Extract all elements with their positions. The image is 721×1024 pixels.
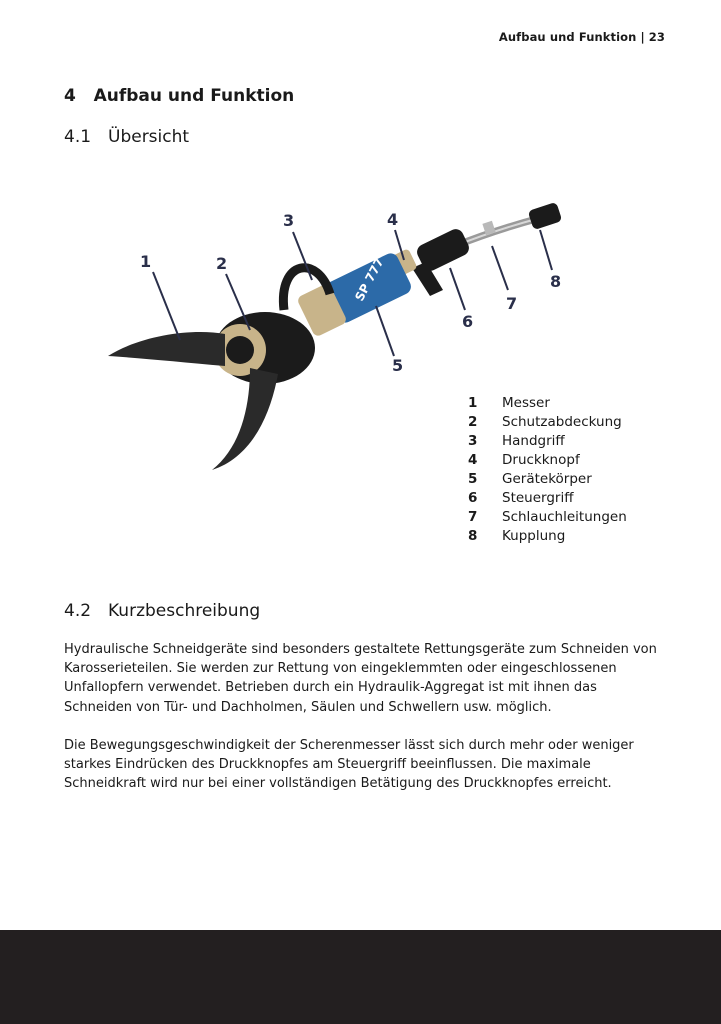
- legend-item: [468, 432, 627, 451]
- product-label: SP 777: [352, 255, 387, 304]
- legend-number: 5: [468, 471, 478, 487]
- legend-label: Schutzabdeckung: [502, 414, 622, 430]
- parts-legend: [468, 394, 627, 546]
- legend-number: 2: [468, 414, 478, 430]
- chapter-heading: [64, 86, 294, 106]
- header-separator: |: [640, 30, 645, 44]
- legend-number: 6: [468, 490, 478, 506]
- legend-number: 4: [468, 452, 478, 468]
- legend-label: Druckknopf: [502, 452, 580, 468]
- legend-item: [468, 394, 627, 413]
- legend-number: 7: [468, 509, 478, 525]
- legend-item: [468, 508, 627, 527]
- callout-7: 7: [506, 294, 518, 313]
- body-paragraph: Hydraulische Schneidgeräte sind besonders gestaltete Rettungsgeräte zum Schneiden von Karosserieteilen. Sie werden zur Rettung von eingeklemmten oder eingeschlossenen Unfallopfern verwendet. Betrieben durch ein Hydraulik-Aggregat ist mit ihnen das Schneiden von Tür- und Dachholmen, Säulen und Schwellern usw. möglich.: [64, 642, 657, 715]
- section-heading-short-description: [64, 601, 260, 621]
- callout-5: 5: [392, 356, 404, 375]
- callout-1: 1: [140, 252, 152, 271]
- running-header: [499, 30, 665, 44]
- legend-label: Schlauchleitungen: [502, 509, 627, 525]
- legend-label: Steuergriff: [502, 490, 574, 506]
- body-paragraph: Die Bewegungsgeschwindigkeit der Scherenmesser lässt sich durch mehr oder weniger starkes Eindrücken des Druckknopfes am Steuergriff beeinflussen. Die maximale Schneidkraft wird nur bei einer vollständigen Betätigung des Druckknopfes erreicht.: [64, 738, 634, 792]
- header-section-title: Aufbau und Funktion: [498, 30, 637, 44]
- page-number: 23: [648, 30, 665, 44]
- footer-band: [0, 930, 721, 1024]
- callout-6: 6: [462, 312, 474, 331]
- callout-4: 4: [387, 210, 399, 229]
- legend-label: Handgriff: [502, 433, 565, 449]
- legend-item: [468, 470, 627, 489]
- legend-item: [468, 413, 627, 432]
- legend-label: Messer: [502, 395, 550, 411]
- legend-label: Gerätekörper: [502, 471, 592, 487]
- legend-item: [468, 451, 627, 470]
- section-number: 4.1: [64, 127, 92, 147]
- chapter-number: 4: [64, 86, 76, 106]
- section-title: Übersicht: [108, 127, 190, 147]
- legend-item: [468, 489, 627, 508]
- legend-number: 3: [468, 433, 478, 449]
- legend-label: Kupplung: [502, 528, 566, 544]
- section-title: Kurzbeschreibung: [108, 601, 261, 621]
- section-number: 4.2: [64, 601, 92, 621]
- callout-8: 8: [550, 272, 562, 291]
- legend-number: 1: [468, 395, 478, 411]
- section-heading-overview: [64, 127, 189, 147]
- callout-3: 3: [283, 211, 295, 230]
- callout-2: 2: [216, 254, 228, 273]
- legend-item: [468, 527, 627, 546]
- legend-number: 8: [468, 528, 478, 544]
- chapter-title: Aufbau und Funktion: [93, 86, 295, 106]
